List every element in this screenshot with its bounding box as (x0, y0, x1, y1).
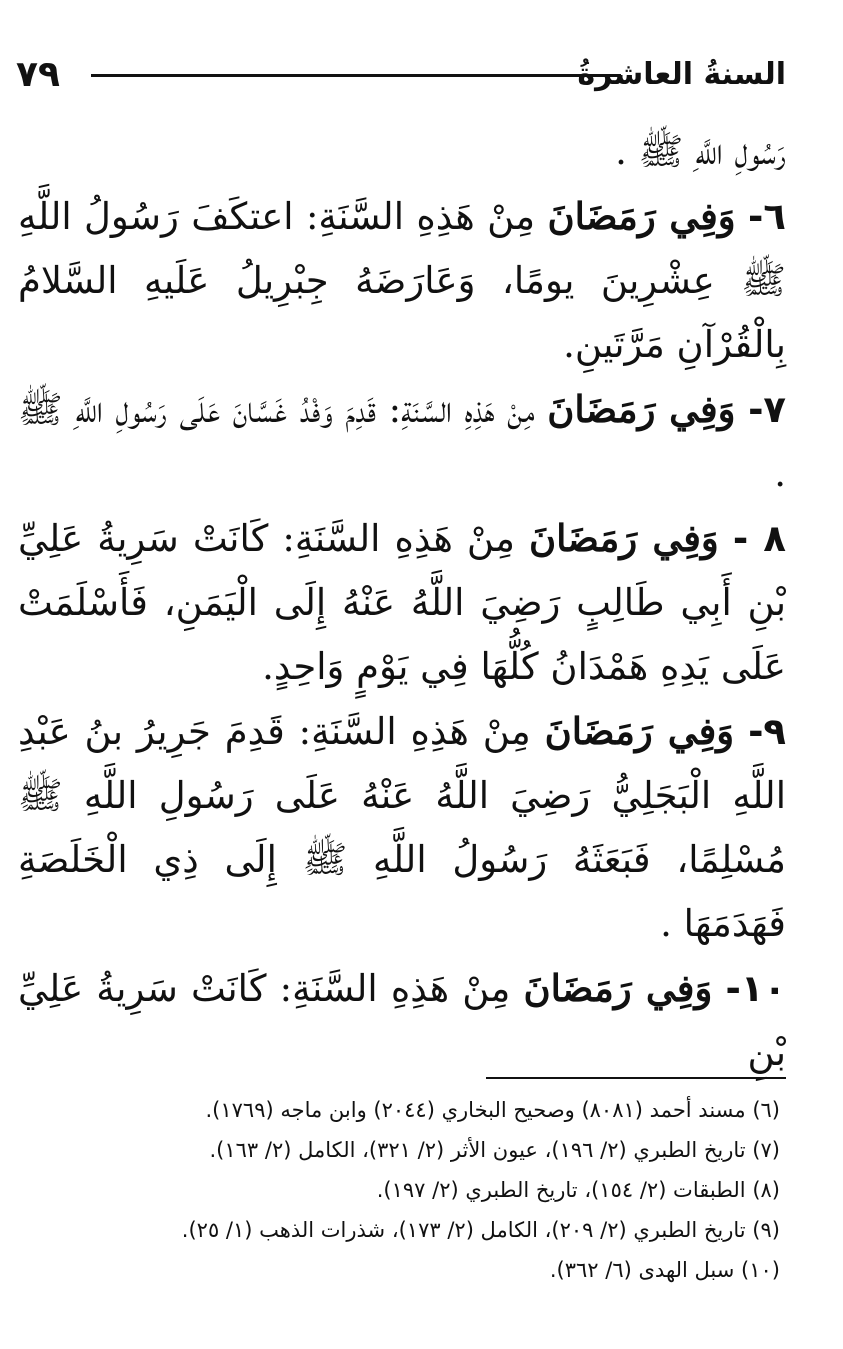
paragraph-text: مِنْ هَذِهِ السَّنَةِ: قَدِمَ جَرِيرُ بنُ عَبْدِ اللَّهِ الْبَجَلِيُّ رَضِيَ اللَّهُ عَنْهُ عَلَى رَسُولِ اللَّهِ ﷺ مُسْلِمًا، فَبَعَثَهُ رَسُولُ اللَّهِ ﷺ إِلَى ذِي الْخَلَصَةِ فَهَدَمَهَا . (18, 710, 786, 945)
paragraph-text: مِنْ هَذِهِ السَّنَةِ: كَانَتْ سَرِيةُ عَلِيِّ بْنِ (18, 967, 786, 1074)
paragraph-item-6 (18, 184, 786, 377)
paragraph-item-10 (18, 956, 786, 1085)
footnotes (30, 1090, 780, 1290)
item-number: ٩- (748, 710, 787, 753)
paragraph-item-7 (18, 377, 786, 506)
item-number: ٦- (748, 195, 786, 238)
item-lead: وَفِي رَمَضَانَ (528, 516, 719, 560)
page-header (16, 50, 786, 100)
footnote-separator (486, 1077, 786, 1079)
item-lead: وَفِي رَمَضَانَ (547, 194, 736, 238)
paragraph-text: رَسُولِ اللَّهِ ﷺ . (615, 130, 786, 173)
paragraph-text: مِنْ هَذِهِ السَّنَةِ: اعتكَفَ رَسُولُ اللَّهِ ﷺ عِشْرِينَ يومًا، وَعَارَضَهُ جِبْرِيلُ عَلَيهِ السَّلامُ بِالْقُرْآنِ مَرَّتَينِ. (18, 195, 786, 366)
footnote-9: (٩) تاريخ الطبري (٢/ ٢٠٩)، الكامل (٢/ ١٧٣)، شذرات الذهب (١/ ٢٥). (181, 1218, 780, 1242)
footnote-6: (٦) مسند أحمد (٨٠٨١) وصحيح البخاري (٢٠٤٤) وابن ماجه (١٧٦٩). (205, 1098, 780, 1122)
item-lead: وَفِي رَمَضَانَ (544, 709, 735, 753)
running-title: السنةُ العاشرةُ (577, 57, 786, 92)
header-rule (91, 74, 621, 77)
footnote-10: (١٠) سبل الهدى (٦/ ٣٦٢). (549, 1258, 780, 1282)
footnote-8: (٨) الطبقات (٢/ ١٥٤)، تاريخ الطبري (٢/ ١٩٧). (376, 1178, 780, 1202)
item-number: ٧- (748, 388, 787, 431)
paragraph-item-8 (18, 506, 786, 699)
paragraph-text: مِنْ هَذِهِ السَّنَةِ: قَدِمَ وَفْدُ غَسَّانَ عَلَى رَسُولِ اللَّهِ ﷺ . (18, 388, 786, 495)
main-text (18, 120, 786, 1085)
item-number: ١٠- (725, 967, 787, 1010)
item-number: ٨ - (732, 517, 787, 560)
paragraph-text: مِنْ هَذِهِ السَّنَةِ: كَانَتْ سَرِيةُ عَلِيِّ بْنِ أَبِي طَالِبٍ رَضِيَ اللَّهُ عَنْهُ إِلَى الْيَمَنِ، فَأَسْلَمَتْ عَلَى يَدِهِ هَمْدَانُ كُلُّهَا فِي يَوْمٍ وَاحِدٍ. (18, 517, 786, 688)
footnote-7: (٧) تاريخ الطبري (٢/ ١٩٦)، عيون الأثر (٢/ ٣٢١)، الكامل (٢/ ١٦٣). (209, 1138, 780, 1162)
paragraph-continuation (18, 120, 786, 184)
page-number: ٧٩ (16, 54, 60, 95)
paragraph-item-9 (18, 699, 786, 956)
item-lead: وَفِي رَمَضَانَ (547, 387, 736, 431)
item-lead: وَفِي رَمَضَانَ (523, 966, 713, 1010)
